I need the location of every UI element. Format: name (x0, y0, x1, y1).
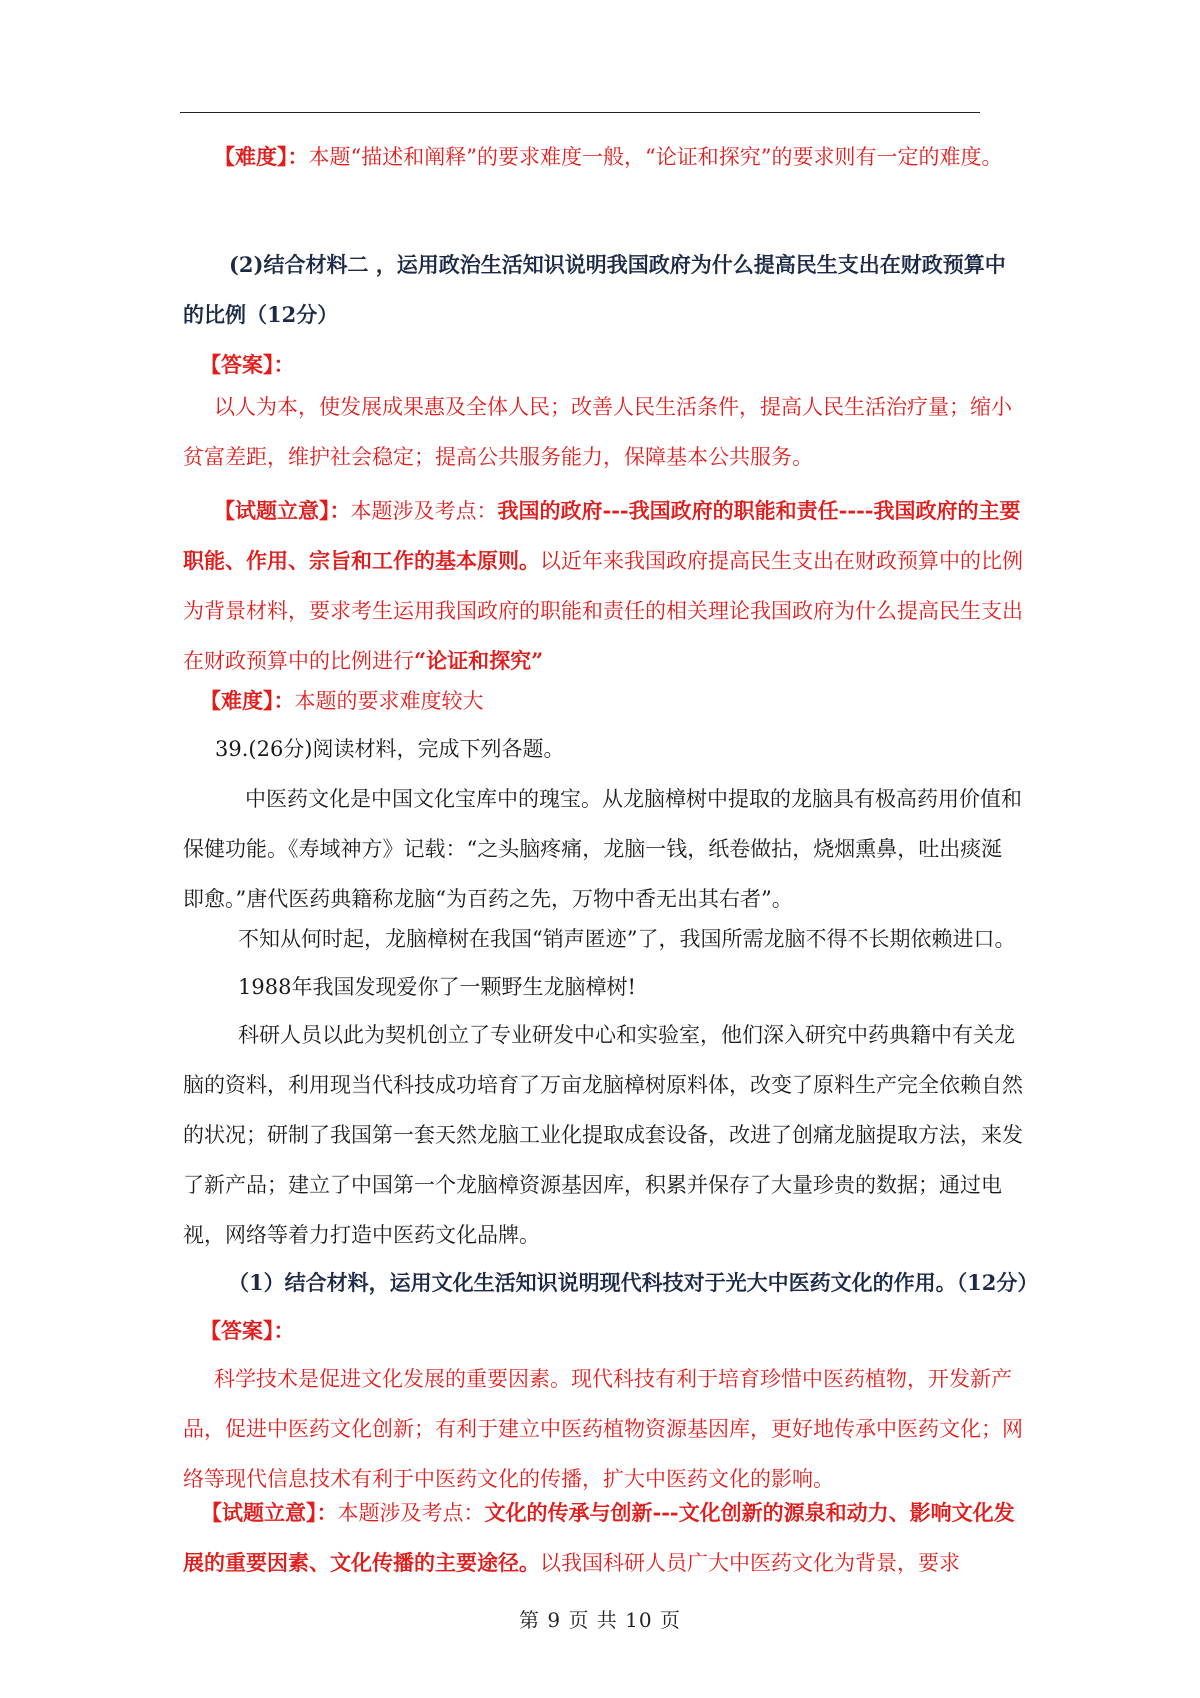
intent-paragraph-38-2 (183, 486, 1023, 686)
answer-colon: ： (273, 352, 295, 377)
material-para-1: 中医药文化是中国文化宝库中的瑰宝。从龙脑樟树中提取的龙脑具有极高药用价值和保健功能。《寿域神方》记载：“之头脑疼痛，龙脑一钱，纸卷做拈，烧烟熏鼻，吐出痰涎即愈。”唐代医药典籍称龙脑“为百药之先，万物中香无出其右者”。 (183, 787, 1022, 911)
answer-text: 以人为本，使发展成果惠及全体人民；改善人民生活条件，提高人民生活治疗量；缩小贫富差距，维护社会稳定；提高公共服务能力，保障基本公共服务。 (183, 395, 1012, 469)
answer-tag: 【答案】 (200, 352, 274, 377)
intent-lead: 本题涉及考点： (350, 499, 498, 523)
question-38-2: (2)结合材料二 ，运用政治生活知识说明我国政府为什么提高民生支出在财政预算中的比例（12分） (183, 252, 1006, 327)
header-rule (180, 112, 980, 113)
difficulty-colon: ： (287, 144, 309, 169)
answer-heading-39-1 (200, 1306, 1040, 1356)
answer-text-39-1: 科学技术是促进文化发展的重要因素。现代科技有利于培育珍惜中医药植物，开发新产品，促进中医药文化创新；有利于建立中医药植物资源基因库，更好地传承中医药文化；网络等现代信息技术有利于中医药文化的传播，扩大中医药文化的影响。 (183, 1367, 1023, 1491)
difficulty-text: 本题“描述和阐释”的要求难度一般，“论证和探究”的要求则有一定的难度。 (308, 145, 1003, 169)
intent-text: 以我国科研人员广大中医药文化为背景，要求 (540, 1551, 960, 1575)
intent-end: “论证和探究” (414, 648, 544, 673)
difficulty-paragraph-38-2 (200, 676, 1040, 726)
answer-tag: 【答案】 (200, 1318, 274, 1343)
question-39-1: （1）结合材料，运用文化生活知识说明现代科技对于光大中医药文化的作用。（12分） (228, 1270, 1039, 1295)
intent-paragraph-39-1 (183, 1488, 1023, 1588)
intent-tag: 【试题立意】 (201, 1500, 317, 1525)
difficulty-tag: 【难度】 (200, 688, 274, 713)
material-para-4: 科研人员以此为契机创立了专业研发中心和实验室，他们深入研究中药典籍中有关龙脑的资料，利用现当代科技成功培育了万亩龙脑樟树原料体，改变了原料生产完全依赖自然的状况；研制了我国第一套天然龙脑工业化提取成套设备，改进了创痛龙脑提取方法，来发了新产品；建立了中国第一个龙脑樟资源基因库，积累并保存了大量珍贵的数据；通过电视，网络等着力打造中医药文化品牌。 (183, 1023, 1023, 1247)
intent-lead: 本题涉及考点： (337, 1501, 485, 1525)
intent-colon: ： (329, 498, 351, 523)
intent-bold: 我国的政府---我国政府的职能和责任----我国政府的主要职能、作用、宗旨和工作的基本原则。 (183, 498, 1021, 573)
material-para-3: 1988年我国发现爱你了一颗野生龙脑樟树! (238, 975, 636, 999)
intent-text: 以近年来我国政府提高民生支出在财政预算中的比例为背景材料，要求考生运用我国政府的职能和责任的相关理论我国政府为什么提高民生支出在财政预算中的比例进行 (183, 549, 1023, 673)
question-39-heading: 39.(26分)阅读材料，完成下列各题。 (215, 737, 565, 761)
difficulty-text: 本题的要求难度较大 (294, 689, 484, 713)
intent-tag: 【试题立意】 (214, 498, 330, 523)
difficulty-colon: ： (273, 688, 295, 713)
intent-colon: ： (316, 1500, 338, 1525)
intent-bold: 文化的传承与创新---文化创新的源泉和动力、影响文化发展的重要因素、文化传播的主要途径。 (183, 1500, 1015, 1575)
answer-colon: ： (273, 1318, 295, 1343)
difficulty-paragraph-prev (183, 132, 1023, 182)
difficulty-tag: 【难度】 (214, 144, 288, 169)
material-para-2: 不知从何时起，龙脑樟树在我国“销声匿迹”了，我国所需龙脑不得不长期依赖进口。 (238, 927, 1016, 951)
page-footer: 第 9 页 共 10 页 (519, 1608, 681, 1632)
